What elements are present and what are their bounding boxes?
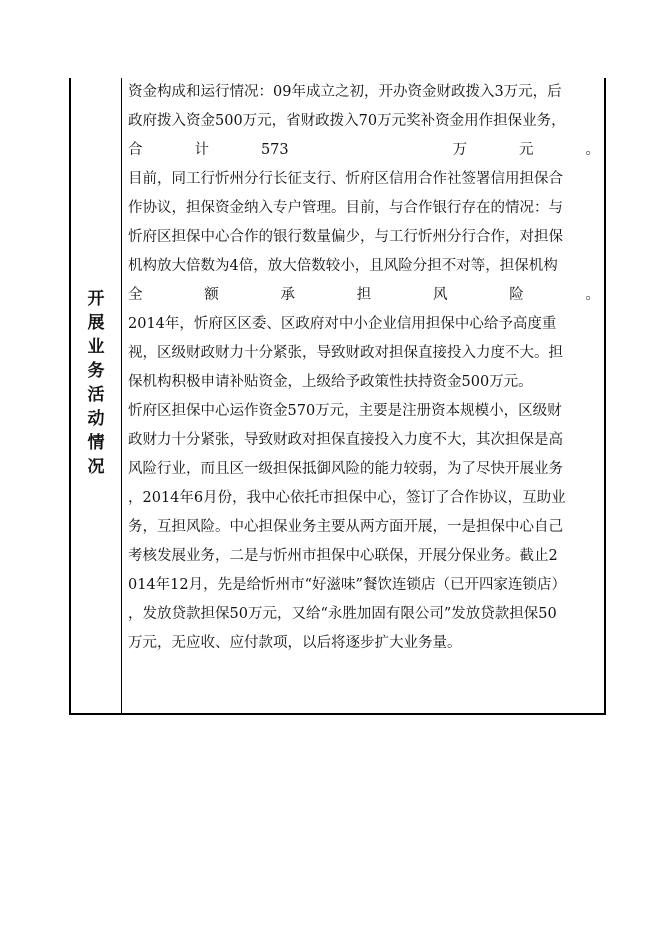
text-line: 忻府区担保中心合作的银行数量偏少，与工行忻州分行合作，对担保 bbox=[128, 229, 563, 245]
spread-char: 承 bbox=[280, 287, 295, 303]
text-line: 作协议，担保资金纳入专户管理。目前，与合作银行存在的情况：与 bbox=[128, 200, 563, 216]
spread-char: 573 bbox=[260, 142, 289, 158]
activity-table bbox=[69, 78, 606, 715]
section-label-cell bbox=[71, 78, 121, 713]
text-line: 政府拨入资金500万元，省财政拨入70万元奖补资金用作担保业务， bbox=[128, 113, 566, 129]
text-line: ，2014年6月份，我中心依托市担保中心，签订了合作协议，互助业 bbox=[128, 490, 566, 506]
column-divider bbox=[121, 78, 122, 713]
text-line: 资金构成和运行情况：09年成立之初，开办资金财政拨入3万元，后 bbox=[128, 84, 562, 100]
spread-char: 计 bbox=[194, 142, 209, 158]
spread-char: 。 bbox=[585, 142, 600, 158]
spread-line-risk bbox=[128, 281, 600, 310]
spread-char: 风 bbox=[433, 287, 448, 303]
spread-char: 额 bbox=[204, 287, 219, 303]
text-line: 风险行业，而且区一级担保抵御风险的能力较弱，为了尽快开展业务 bbox=[128, 461, 563, 477]
spread-char: 万 bbox=[452, 142, 468, 158]
spread-char: 担 bbox=[356, 287, 372, 303]
spread-char: 全 bbox=[128, 287, 143, 303]
spread-line-total bbox=[128, 136, 600, 165]
text-line: 万元，无应收、应付款项，以后将逐步扩大业务量。 bbox=[128, 635, 462, 651]
text-line: 务，互担风险。中心担保业务主要从两方面开展，一是担保中心自己 bbox=[128, 519, 563, 535]
text-line: 考核发展业务，二是与忻州市担保中心联保，开展分保业务。截止2 bbox=[128, 548, 558, 564]
content-cell bbox=[128, 78, 600, 658]
spread-char: 元 bbox=[519, 142, 534, 158]
text-line: 目前，同工行忻州分行长征支行、忻府区信用合作社签署信用担保合 bbox=[128, 171, 563, 187]
spread-gap bbox=[341, 136, 401, 165]
section-label: 开展业务活动情况 bbox=[87, 289, 105, 477]
text-line: 014年12月，先是给忻州市“好滋味”餐饮连锁店（已开四家连锁店） bbox=[128, 577, 566, 593]
text-line: 保机构积极申请补贴资金，上级给予政策性扶持资金500万元。 bbox=[128, 374, 533, 390]
spread-char: 合 bbox=[128, 142, 143, 158]
text-line: 机构放大倍数为4倍，放大倍数较小，且风险分担不对等，担保机构 bbox=[128, 258, 558, 274]
text-line: 政财力十分紧张，导致财政对担保直接投入力度不大，其次担保是高 bbox=[128, 432, 563, 448]
text-line: 2014年，忻府区区委、区政府对中小企业信用担保中心给予高度重 bbox=[128, 316, 557, 332]
text-line: 视，区级财政财力十分紧张，导致财政对担保直接投入力度不大。担 bbox=[128, 345, 563, 361]
text-line: ，发放贷款担保50万元，又给“永胜加固有限公司”发放贷款担保50 bbox=[128, 606, 557, 622]
spread-char: 。 bbox=[585, 287, 600, 303]
text-line: 忻府区担保中心运作资金570万元，主要是注册资本规模小，区级财 bbox=[128, 403, 562, 419]
spread-char: 险 bbox=[509, 287, 524, 303]
